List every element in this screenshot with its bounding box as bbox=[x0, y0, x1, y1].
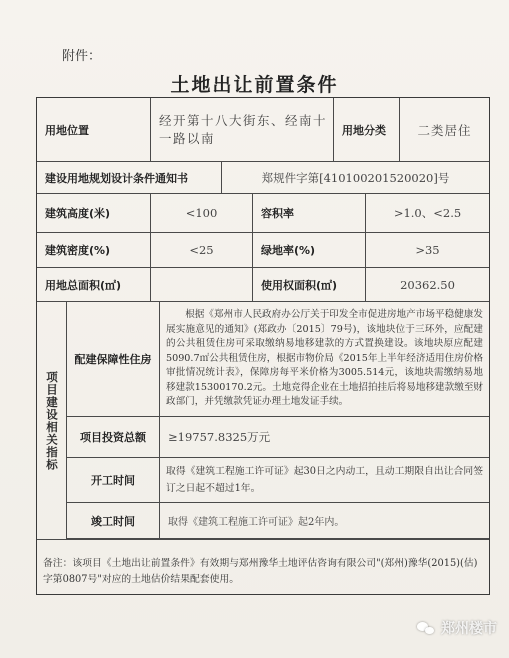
use-right-area-label: 使用权面积(㎡) bbox=[252, 268, 365, 301]
table-row-planning-notice bbox=[37, 162, 489, 194]
total-area-label: 用地总面积(㎡) bbox=[45, 278, 122, 292]
use-right-area-value: 20362.50 bbox=[365, 268, 489, 301]
category-value: 二类居住 bbox=[399, 98, 489, 161]
total-area-value bbox=[150, 268, 252, 301]
planning-notice-value: 郑规件字第[410100201520020]号 bbox=[221, 162, 489, 193]
page-title: 土地出让前置条件 bbox=[170, 74, 339, 96]
note-divider bbox=[37, 539, 489, 540]
finish-label: 竣工时间 bbox=[91, 514, 135, 528]
start-value: 取得《建筑工程施工许可证》起30日之内动工，且动工期限自出让合同签订之日起不超过1年。 bbox=[166, 466, 483, 494]
table-row-investment bbox=[67, 417, 489, 458]
green-value: >35 bbox=[365, 233, 489, 267]
watermark bbox=[417, 618, 497, 638]
density-value: <25 bbox=[150, 233, 252, 267]
attachment-label: 附件： bbox=[62, 49, 102, 64]
height-label: 建筑高度(米) bbox=[45, 207, 111, 220]
density-label: 建筑密度(%) bbox=[45, 244, 111, 257]
table-row-location bbox=[37, 98, 489, 162]
housing-cell bbox=[159, 302, 489, 416]
watermark-text: 郑州楼市 bbox=[441, 621, 497, 637]
far-label: 容积率 bbox=[252, 194, 365, 232]
section-label: 项目建设相关指标 bbox=[37, 302, 67, 539]
far-value: >1.0、<2.5 bbox=[365, 194, 489, 232]
category-label: 用地分类 bbox=[333, 98, 399, 161]
green-label: 绿地率(%) bbox=[252, 233, 365, 267]
table-row-start bbox=[67, 458, 489, 503]
height-value: <100 bbox=[150, 194, 252, 232]
footer-note: 备注：该项目《土地出让前置条件》有效期与郑州豫华土地评估咨询有限公司"(郑州)豫华(2015)(估)字第0807号"对应的土地估价结果配套使用。 bbox=[43, 558, 478, 585]
table-row-housing bbox=[67, 302, 489, 417]
location-value: 经开第十八大街东、经南十一路以南 bbox=[150, 98, 333, 161]
planning-notice-label: 建设用地规划设计条件通知书 bbox=[45, 171, 188, 185]
table-row-finish bbox=[67, 503, 489, 539]
housing-text: 根据《郑州市人民政府办公厅关于印发全市促进房地产市场平稳健康发展实施意见的通知》(郑政办〔2015〕79号)，该地块位于三环外，应配建的公共租赁住房可采取缴纳易地移建款的方式置换建设。该地块原应配建5090.7㎡公共租赁住房，根据市物价局《2015年上半年经济适用住房价格审批情况统计表》，保障房每平米价格为3005.514元，该地块需缴纳易地移建款15300170.2元。土地竞得企业在土地招拍挂后将易地移建款缴至财政部门，并凭缴款凭证办理土地发证手续。 bbox=[166, 308, 484, 408]
conditions-table bbox=[36, 97, 490, 595]
start-cell bbox=[159, 458, 489, 502]
wechat-icon bbox=[417, 621, 435, 635]
location-label: 用地位置 bbox=[45, 123, 89, 137]
finish-value: 取得《建筑工程施工许可证》起2年内。 bbox=[159, 503, 489, 538]
start-label: 开工时间 bbox=[91, 474, 135, 487]
table-row-density bbox=[37, 233, 489, 268]
housing-label: 配建保障性住房 bbox=[74, 353, 152, 366]
table-row-height bbox=[37, 194, 489, 233]
investment-value: ≥19757.8325万元 bbox=[159, 417, 489, 457]
investment-label: 项目投资总额 bbox=[80, 431, 146, 444]
table-row-area bbox=[37, 268, 489, 302]
